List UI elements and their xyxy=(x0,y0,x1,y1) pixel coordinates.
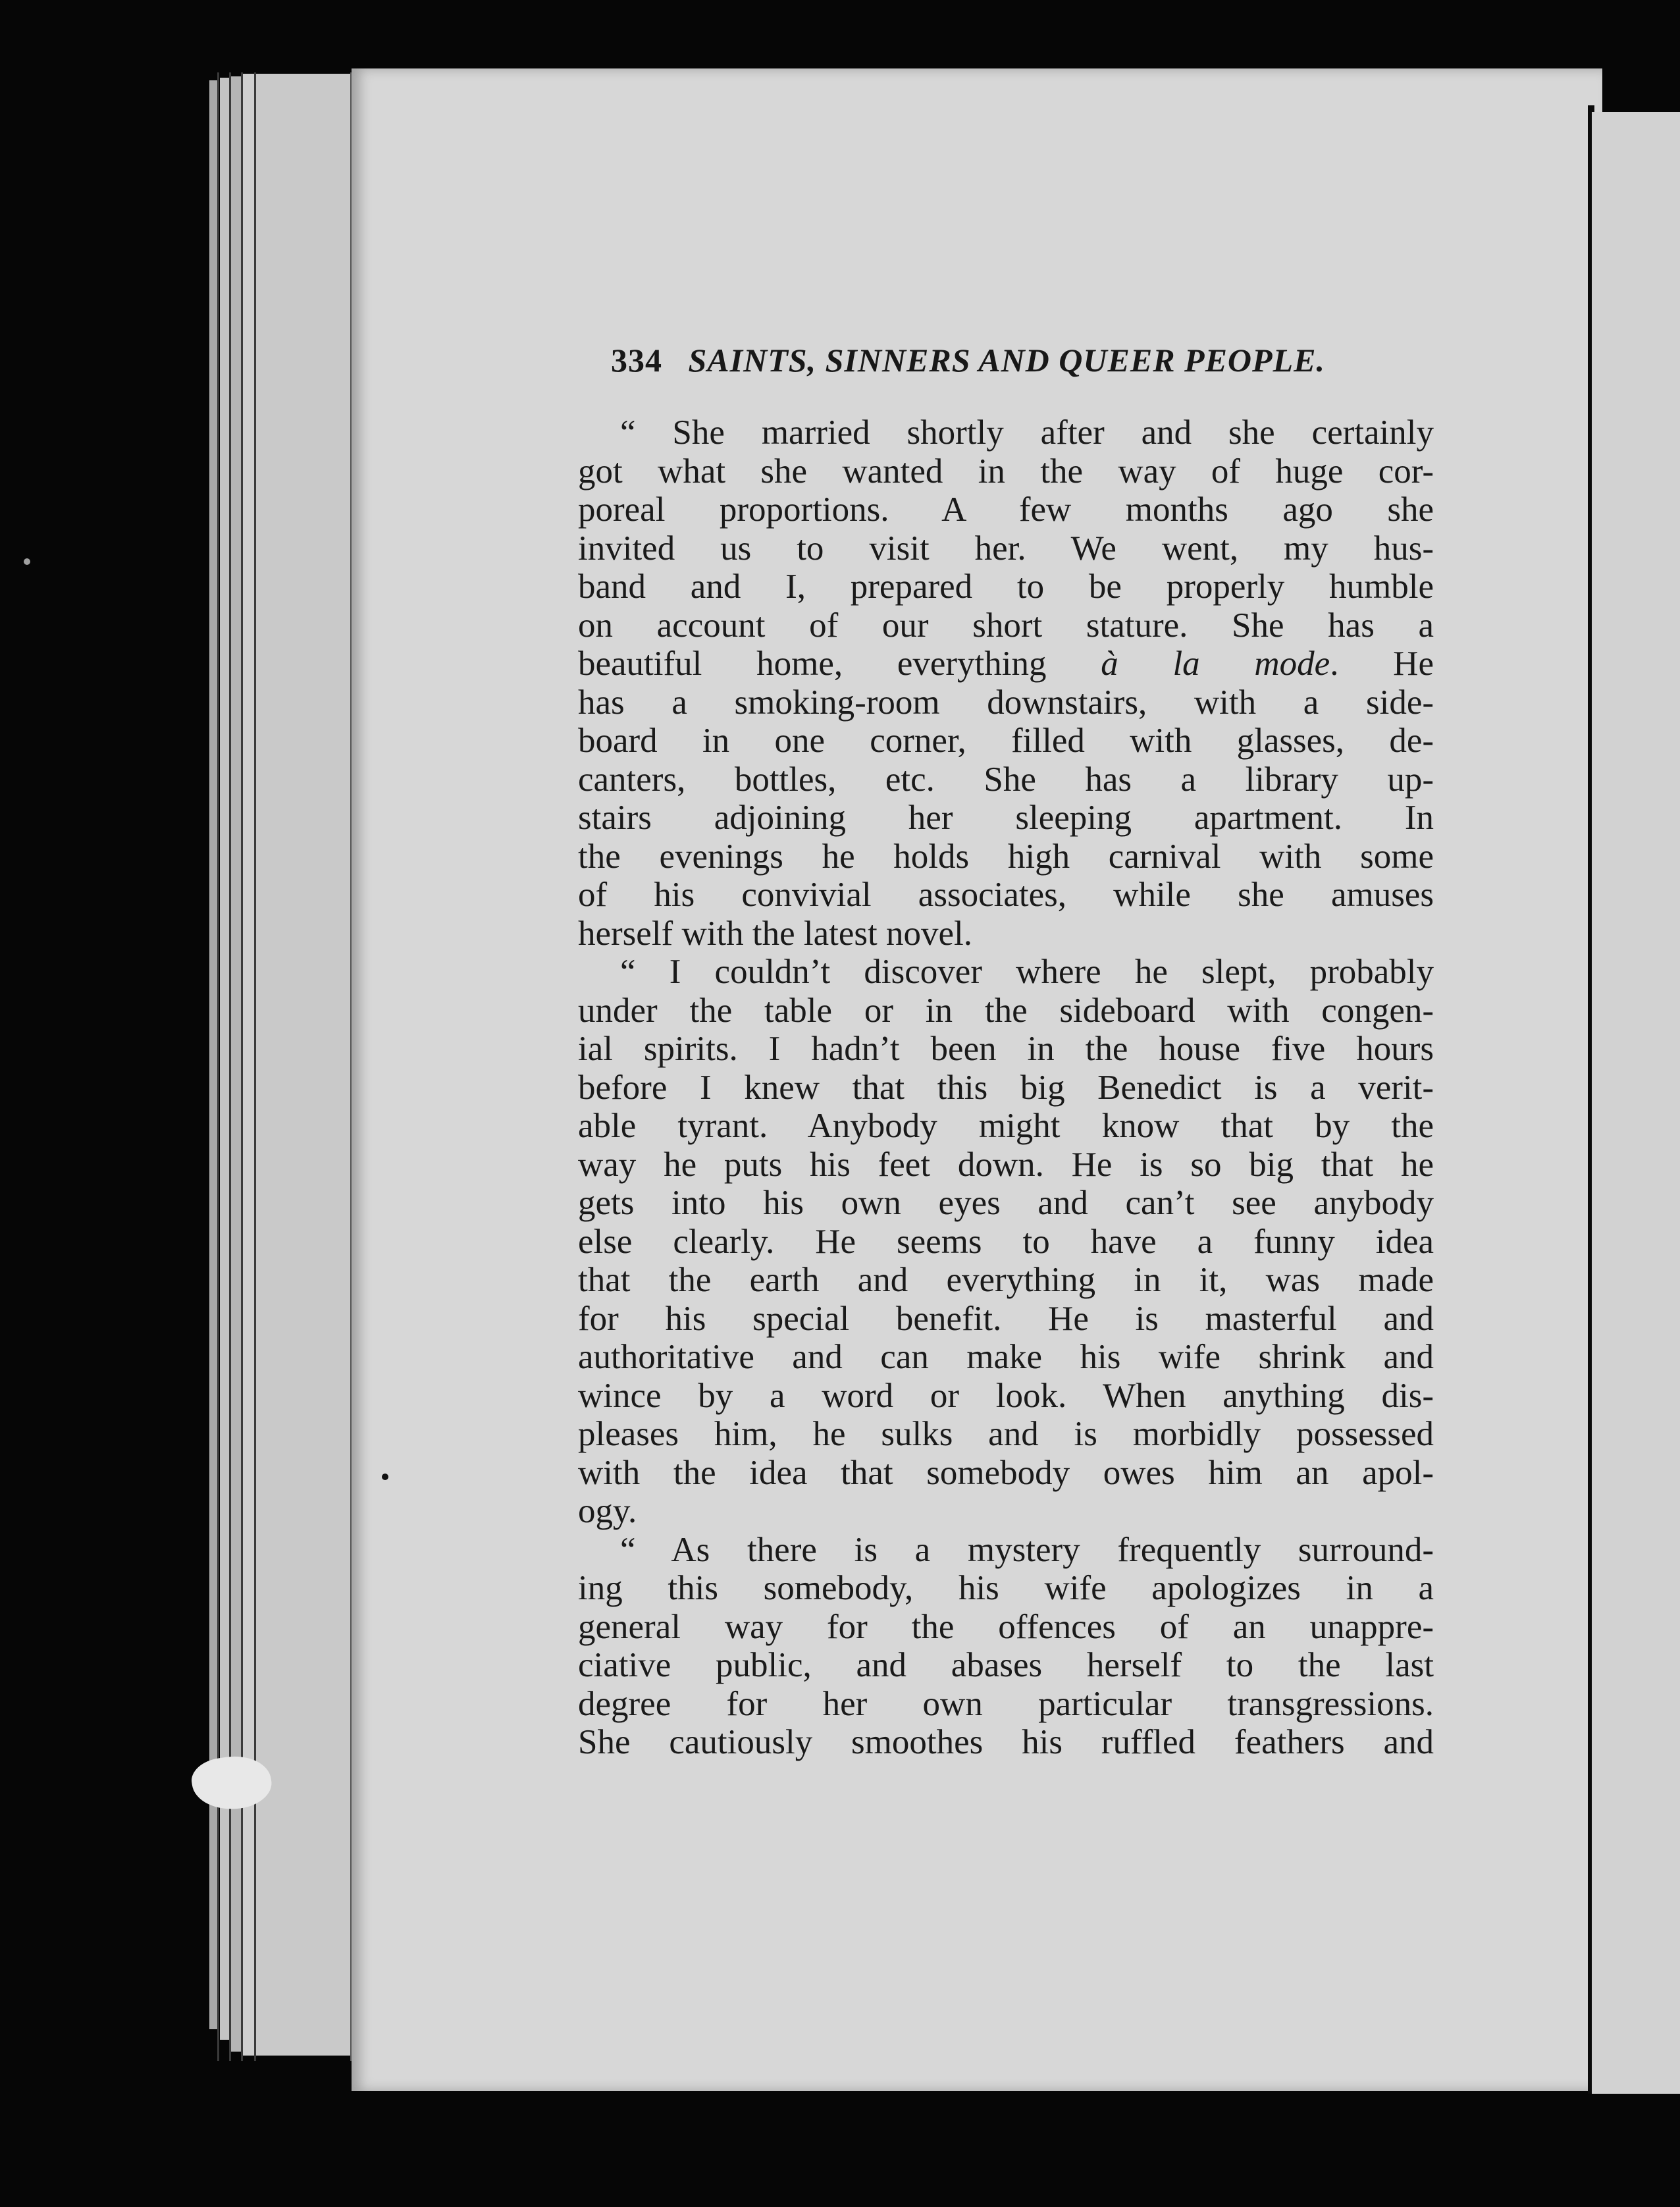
body-text xyxy=(578,413,1434,1762)
text-line: authoritative and can make his wife shrink and xyxy=(578,1338,1434,1376)
text-line: beautiful home, everything à la mode. He xyxy=(578,645,1434,683)
running-title: SAINTS, SINNERS AND QUEER PEOPLE. xyxy=(688,342,1325,379)
text-line: able tyrant. Anybody might know that by the xyxy=(578,1107,1434,1145)
running-header xyxy=(611,341,1427,379)
text-line: ciative public, and abases herself to the last xyxy=(578,1646,1434,1684)
text-line: poreal proportions. A few months ago she xyxy=(578,491,1434,529)
text-line: degree for her own particular transgressions. xyxy=(578,1684,1434,1723)
text-line: canters, bottles, etc. She has a library up- xyxy=(578,760,1434,799)
text-line: that the earth and everything in it, was made xyxy=(578,1261,1434,1299)
text-line: board in one corner, filled with glasses, de- xyxy=(578,722,1434,760)
text-line: has a smoking-room downstairs, with a side- xyxy=(578,683,1434,722)
text-line: else clearly. He seems to have a funny idea xyxy=(578,1222,1434,1261)
text-line: herself with the latest novel. xyxy=(578,914,973,953)
text-line: “ As there is a mystery frequently surround- xyxy=(620,1530,1434,1569)
speck xyxy=(382,1474,388,1480)
text-line: “ She married shortly after and she certainly xyxy=(620,413,1434,452)
speck xyxy=(24,558,30,565)
text-line: before I knew that this big Benedict is a verit- xyxy=(578,1068,1434,1107)
text-line: wince by a word or look. When anything dis- xyxy=(578,1376,1434,1415)
page-edge xyxy=(220,78,229,2040)
text-line: on account of our short stature. She has a xyxy=(578,606,1434,645)
text-line: ing this somebody, his wife apologizes in a xyxy=(578,1569,1434,1607)
text-line: pleases him, he sulks and is morbidly possessed xyxy=(578,1415,1434,1453)
text-line: under the table or in the sideboard with congen- xyxy=(578,991,1434,1030)
text-line: ial spirits. I hadn’t been in the house five hours xyxy=(578,1030,1434,1068)
text-line: for his special benefit. He is masterful and xyxy=(578,1299,1434,1338)
text-line: with the idea that somebody owes him an apol- xyxy=(578,1453,1434,1492)
text-line: general way for the offences of an unappre- xyxy=(578,1607,1434,1646)
text-line: stairs adjoining her sleeping apartment. In xyxy=(578,799,1434,837)
page-number: 334 xyxy=(611,342,662,379)
italic-phrase: à la mode xyxy=(1101,645,1330,683)
text-line: way he puts his feet down. He is so big that he xyxy=(578,1145,1434,1184)
text-line: gets into his own eyes and can’t see anybody xyxy=(578,1184,1434,1222)
text-line: ogy. xyxy=(578,1492,637,1530)
page-edge xyxy=(230,76,241,2052)
text-line: of his convivial associates, while she amuses xyxy=(578,876,1434,914)
text-line: band and I, prepared to be properly humble xyxy=(578,568,1434,606)
text-line: got what she wanted in the way of huge cor- xyxy=(578,452,1434,491)
text-line: “ I couldn’t discover where he slept, probably xyxy=(620,953,1434,991)
page-edge xyxy=(255,74,352,2056)
text-line: the evenings he holds high carnival with some xyxy=(578,837,1434,876)
facing-page-edge xyxy=(1592,112,1680,2094)
text-line: She cautiously smoothes his ruffled feathers and xyxy=(578,1723,1434,1761)
text-line: invited us to visit her. We went, my hus- xyxy=(578,529,1434,568)
